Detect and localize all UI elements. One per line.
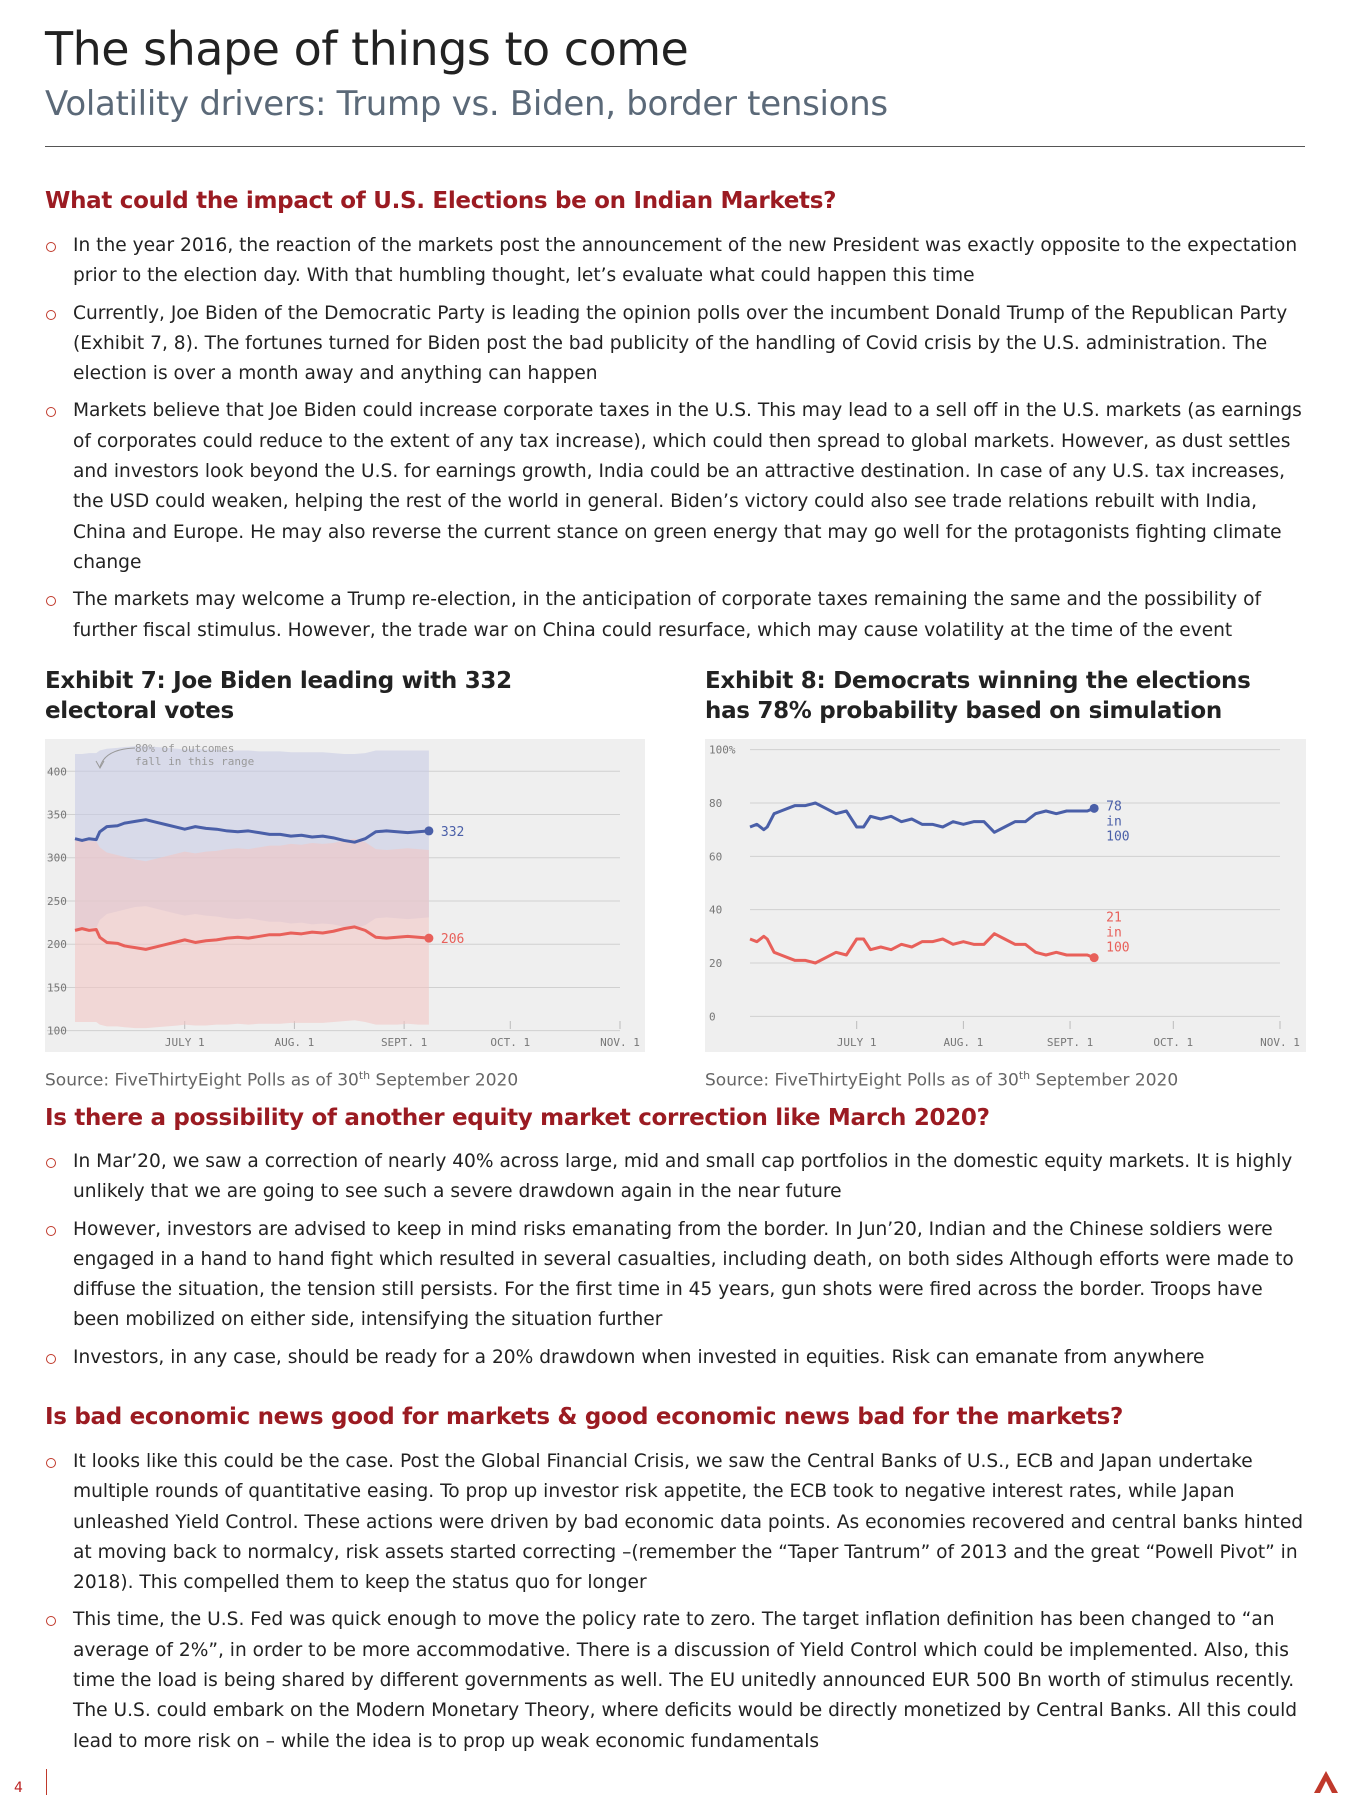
x-tick-label: AUG. 1	[943, 1036, 984, 1049]
bullet-text: The markets may welcome a Trump re-election, in the anticipation of corporate taxes remaining the same and the possibility of further fiscal stimulus. However, the trade war on China could resurface, which may cause volatility at the time of the event	[73, 589, 1261, 641]
chart-win-probability	[705, 739, 1306, 1052]
annotation-text: fall in this range	[135, 755, 255, 768]
series-end-dot-1	[424, 934, 433, 943]
bullet-text: Markets believe that Joe Biden could increase corporate taxes in the U.S. This may lead to a sell off in the U.S. markets (as earnings of corporates could reduce to the extent of any tax increase), which could then spread to global markets. However, as dust settles and investors look beyond the U.S. for earnings growth, India could be an attractive destination. In case of any U.S. tax increases, the USD could weaken, helping the rest of the world in general. Biden’s victory could also see trade relations rebuilt with India, China and Europe. He may also reverse the current stance on green energy that may go well for the protagonists fighting climate change	[73, 400, 1302, 573]
x-tick-label: SEPT. 1	[1046, 1036, 1094, 1049]
brand-logo-icon	[1313, 1770, 1339, 1794]
bullet-item	[45, 1215, 1315, 1336]
section-heading-us-elections: What could the impact of U.S. Elections be on Indian Markets?	[45, 188, 837, 214]
bullet-circle-icon	[46, 1616, 56, 1626]
bullet-text: Currently, Joe Biden of the Democratic Party is leading the opinion polls over the incumbent Donald Trump of the Republican Party (Exhibit 7, 8). The fortunes turned for Biden post the bad publicity of the handling of Covid crisis by the U.S. administration. The election is over a month away and anything can happen	[73, 302, 1288, 385]
y-tick-label: 0	[709, 1010, 716, 1024]
annotation-text: 80% of outcomes	[135, 742, 235, 755]
series-end-label-1: 100	[1106, 940, 1130, 956]
exhibit-8-title: Exhibit 8: Democrats winning the elections has 78% probability based on simulation	[705, 668, 1251, 724]
y-tick-label: 60	[709, 850, 723, 864]
x-tick-label: NOV. 1	[600, 1036, 640, 1049]
series-end-label-0: 332	[440, 824, 465, 840]
x-tick-label: AUG. 1	[274, 1036, 315, 1049]
series-end-label-0: 78	[1106, 799, 1122, 815]
y-tick-label: 80	[709, 797, 723, 810]
bullet-circle-icon	[46, 242, 56, 252]
series-end-label-0: 100	[1106, 829, 1130, 845]
x-tick-label: OCT. 1	[490, 1036, 531, 1049]
series-end-label-1: 21	[1106, 910, 1122, 926]
bullet-circle-icon	[46, 407, 56, 417]
bullet-text: Investors, in any case, should be ready for a 20% drawdown when invested in equities. Risk can emanate from anywhere	[73, 1346, 1205, 1368]
bullet-item	[45, 1605, 1315, 1756]
bullet-circle-icon	[46, 310, 56, 320]
series-end-dot-0	[1090, 804, 1099, 813]
x-tick-label: JULY 1	[164, 1036, 205, 1049]
y-tick-label: 100%	[709, 743, 736, 757]
section-bullets-market-correction	[45, 1147, 1315, 1380]
bullet-item	[45, 1147, 1315, 1208]
bullet-item	[45, 1447, 1315, 1598]
exhibit-8-source: Source: FiveThirtyEight Polls as of 30th September 2020	[705, 1069, 1179, 1091]
section-bullets-economic-news	[45, 1447, 1315, 1764]
page-title: The shape of things to come	[45, 22, 689, 76]
chart-electoral-votes	[45, 739, 645, 1052]
x-tick-label: SEPT. 1	[380, 1036, 428, 1049]
footer-divider	[46, 1769, 47, 1795]
section-heading-economic-news: Is bad economic news good for markets & good economic news bad for the markets?	[45, 1404, 1124, 1430]
exhibit-7-source: Source: FiveThirtyEight Polls as of 30th September 2020	[45, 1069, 519, 1091]
page-number: 4	[14, 1780, 23, 1796]
page-subtitle: Volatility drivers: Trump vs. Biden, border tensions	[45, 84, 888, 124]
bullet-circle-icon	[46, 1354, 56, 1364]
section-bullets-us-elections	[45, 231, 1315, 653]
y-tick-label: 200	[47, 938, 67, 952]
bullet-text: In Mar’20, we saw a correction of nearly 40% across large, mid and small cap portfolios in the domestic equity markets. It is highly unlikely that we are going to see such a severe drawdown again in the near future	[73, 1151, 1293, 1203]
x-tick-label: OCT. 1	[1153, 1036, 1194, 1049]
bullet-item	[45, 396, 1315, 578]
bullet-item	[45, 231, 1315, 292]
bullet-circle-icon	[46, 1458, 56, 1468]
bullet-text: However, investors are advised to keep in mind risks emanating from the border. In Jun’20, Indian and the Chinese soldiers were engaged in a hand to hand fight which resulted in several casualties, including death, on both sides Although efforts were made to diffuse the situation, the tension still persists. For the first time in 45 years, gun shots were fired across the border. Troops have been mobilized on either side, intensifying the situation further	[73, 1218, 1294, 1331]
bullet-item	[45, 1343, 1315, 1373]
header-divider	[45, 146, 1305, 147]
y-tick-label: 40	[709, 903, 723, 917]
y-tick-label: 20	[709, 957, 723, 970]
y-tick-label: 300	[47, 851, 67, 865]
bullet-text: It looks like this could be the case. Post the Global Financial Crisis, we saw the Central Banks of U.S., ECB and Japan undertake multiple rounds of quantitative easing. To prop up investor risk appetite, the ECB took to negative interest rates, while Japan unleashed Yield Control. These actions were driven by bad economic data points. As economies recovered and central banks hinted at moving back to normalcy, risk assets started correcting –(remember the “Taper Tantrum” of 2013 and the great “Powell Pivot” in 2018). This compelled them to keep the status quo for longer	[73, 1451, 1304, 1594]
bullet-circle-icon	[46, 1158, 56, 1168]
bullet-circle-icon	[46, 1226, 56, 1236]
y-tick-label: 150	[47, 981, 67, 995]
bullet-text: In the year 2016, the reaction of the markets post the announcement of the new President was exactly opposite to the expectation prior to the election day. With that humbling thought, let’s evaluate what could happen this time	[73, 235, 1298, 287]
bullet-text: This time, the U.S. Fed was quick enough to move the policy rate to zero. The target inflation definition has been changed to “an average of 2%”, in order to be more accommodative. There is a discussion of Yield Control which could be implemented. Also, this time the load is being shared by different governments as well. The EU unitedly announced EUR 500 Bn worth of stimulus recently. The U.S. could embark on the Modern Monetary Theory, where deficits would be directly monetized by Central Banks. All this could lead to more risk on – while the idea is to prop up weak economic fundamentals	[73, 1609, 1298, 1752]
series-end-dot-1	[1090, 953, 1099, 962]
y-tick-label: 250	[47, 894, 67, 908]
section-heading-market-correction: Is there a possibility of another equity market correction like March 2020?	[45, 1105, 990, 1131]
y-tick-label: 400	[47, 765, 67, 779]
electoral-votes-svg	[45, 739, 645, 1052]
series-end-label-1: in	[1106, 925, 1122, 941]
y-tick-label: 100	[47, 1024, 67, 1038]
series-end-label-0: in	[1106, 814, 1122, 830]
win-probability-svg	[705, 739, 1306, 1052]
bullet-circle-icon	[46, 596, 56, 606]
x-tick-label: NOV. 1	[1260, 1036, 1300, 1049]
series-line-1	[750, 934, 1094, 963]
series-end-dot-0	[424, 826, 433, 835]
bullet-item	[45, 585, 1315, 646]
bullet-item	[45, 299, 1315, 390]
series-end-label-1: 206	[440, 932, 465, 948]
exhibit-7-title: Exhibit 7: Joe Biden leading with 332 electoral votes	[45, 668, 512, 724]
series-line-0	[750, 803, 1094, 832]
outcome-range-band-1	[75, 839, 429, 1028]
y-tick-label: 350	[47, 808, 67, 822]
x-tick-label: JULY 1	[836, 1036, 877, 1049]
